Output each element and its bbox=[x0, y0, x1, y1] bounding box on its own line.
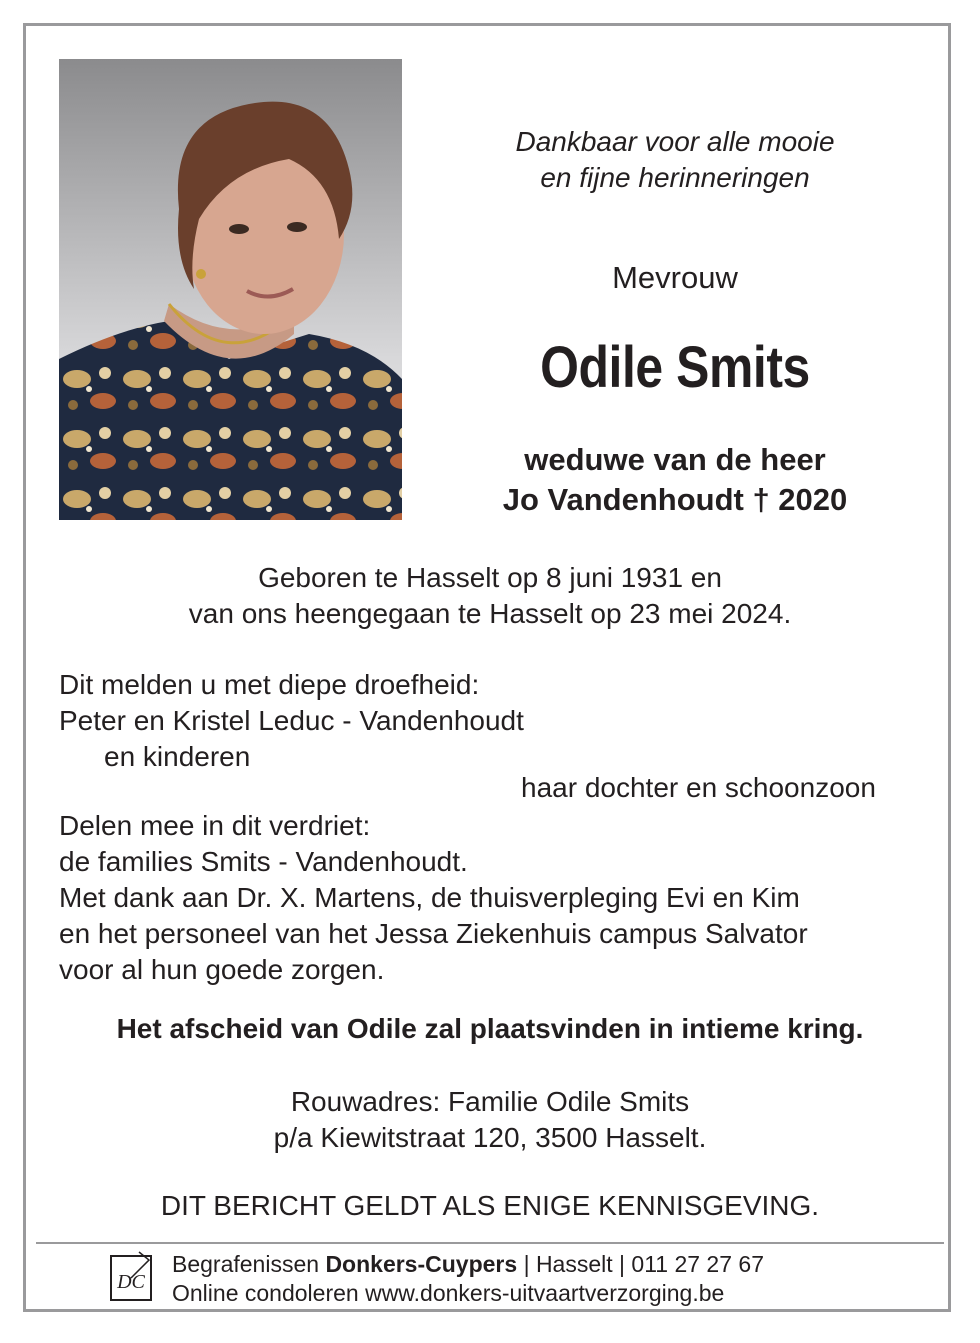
intro-line-1: Dankbaar voor alle mooie bbox=[515, 126, 835, 157]
thanks-line-2: en het personeel van het Jessa Ziekenhuis campus Salvator bbox=[59, 918, 808, 949]
footer-sep-2: | bbox=[619, 1251, 626, 1277]
footer-website-link[interactable]: www.donkers-uitvaartverzorging.be bbox=[365, 1280, 725, 1306]
spouse-line-2: Jo Vandenhoudt † 2020 bbox=[502, 482, 848, 517]
share-intro: Delen mee in dit verdriet: bbox=[59, 810, 371, 841]
family-intro: Dit melden u met diepe droefheid: bbox=[59, 669, 480, 700]
funeral-home-info bbox=[172, 1250, 764, 1308]
thanks-line-3: voor al hun goede zorgen. bbox=[59, 954, 385, 985]
mourning-address bbox=[0, 1084, 980, 1156]
honorific: Mevrouw bbox=[612, 260, 738, 295]
footer-phone[interactable]: 011 27 27 67 bbox=[631, 1251, 764, 1277]
share-block bbox=[59, 808, 808, 988]
birth-line: Geboren te Hasselt op 8 juni 1931 en bbox=[258, 562, 722, 593]
funeral-home-logo bbox=[109, 1250, 153, 1302]
death-line: van ons heengegaan te Hasselt op 23 mei 2024. bbox=[188, 598, 792, 629]
spouse-line-1: weduwe van de heer bbox=[524, 442, 826, 477]
life-dates bbox=[0, 560, 980, 632]
notice-statement: DIT BERICHT GELDT ALS ENIGE KENNISGEVING. bbox=[160, 1190, 820, 1221]
footer-divider bbox=[36, 1242, 944, 1244]
farewell-statement: Het afscheid van Odile zal plaatsvinden in intieme kring. bbox=[116, 1013, 864, 1044]
footer-online-label: Online condoleren bbox=[172, 1280, 359, 1306]
footer-line-1 bbox=[172, 1250, 764, 1279]
spouse-info bbox=[440, 440, 910, 520]
family-block bbox=[59, 667, 524, 775]
address-line-2: p/a Kiewitstraat 120, 3500 Hasselt. bbox=[273, 1122, 707, 1153]
family-names: Peter en Kristel Leduc - Vandenhoudt bbox=[59, 705, 524, 736]
address-line-1: Rouwadres: Familie Odile Smits bbox=[290, 1086, 690, 1117]
portrait-photo bbox=[59, 59, 402, 520]
footer-sep-1: | bbox=[523, 1251, 530, 1277]
footer-prefix: Begrafenissen bbox=[172, 1251, 320, 1277]
family-relation: haar dochter en schoonzoon bbox=[521, 772, 876, 803]
intro-line-2: en fijne herinneringen bbox=[540, 162, 810, 193]
logo-monogram: DC bbox=[117, 1271, 145, 1293]
deceased-name: Odile Smits bbox=[540, 335, 810, 400]
footer-city: Hasselt bbox=[535, 1251, 613, 1277]
thanks-line-1: Met dank aan Dr. X. Martens, de thuisverpleging Evi en Kim bbox=[59, 882, 800, 913]
intro-text bbox=[470, 124, 880, 196]
share-families: de families Smits - Vandenhoudt. bbox=[59, 846, 468, 877]
footer-company: Donkers-Cuypers bbox=[325, 1251, 518, 1277]
footer-line-2 bbox=[172, 1279, 764, 1308]
family-children: en kinderen bbox=[104, 741, 251, 772]
